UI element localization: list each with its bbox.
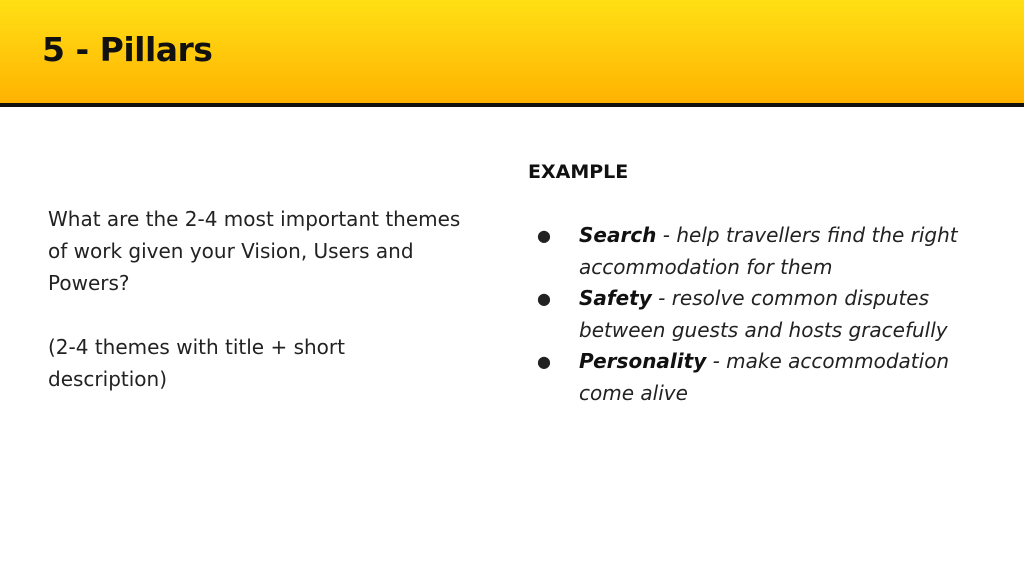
slide-title: 5 - Pillars (42, 30, 213, 69)
list-item (533, 220, 1003, 283)
bullet-icon: ● (537, 226, 551, 245)
bullet-icon: ● (537, 352, 551, 371)
header-banner (0, 0, 1024, 107)
pillar-name: Safety (579, 286, 652, 310)
paragraph-spacer (48, 299, 468, 331)
prompt-question: What are the 2-4 most important themes of work given your Vision, Users and Powers? (48, 207, 461, 295)
pillar-description: - help travellers find the right accommodation for them (579, 223, 958, 279)
pillar-description: - resolve common disputes between guests and hosts gracefully (579, 286, 948, 342)
pillar-name: Personality (579, 349, 707, 373)
pillar-name: Search (579, 223, 657, 247)
prompt-hint: (2-4 themes with title + short description) (48, 335, 345, 391)
pillar-list (533, 220, 1003, 409)
list-item (533, 283, 1003, 346)
example-heading: EXAMPLE (528, 161, 629, 183)
pillar-description: - make accommodation come alive (579, 349, 950, 405)
bullet-icon: ● (537, 289, 551, 308)
list-item (533, 346, 1003, 409)
prompt-text (48, 203, 468, 395)
